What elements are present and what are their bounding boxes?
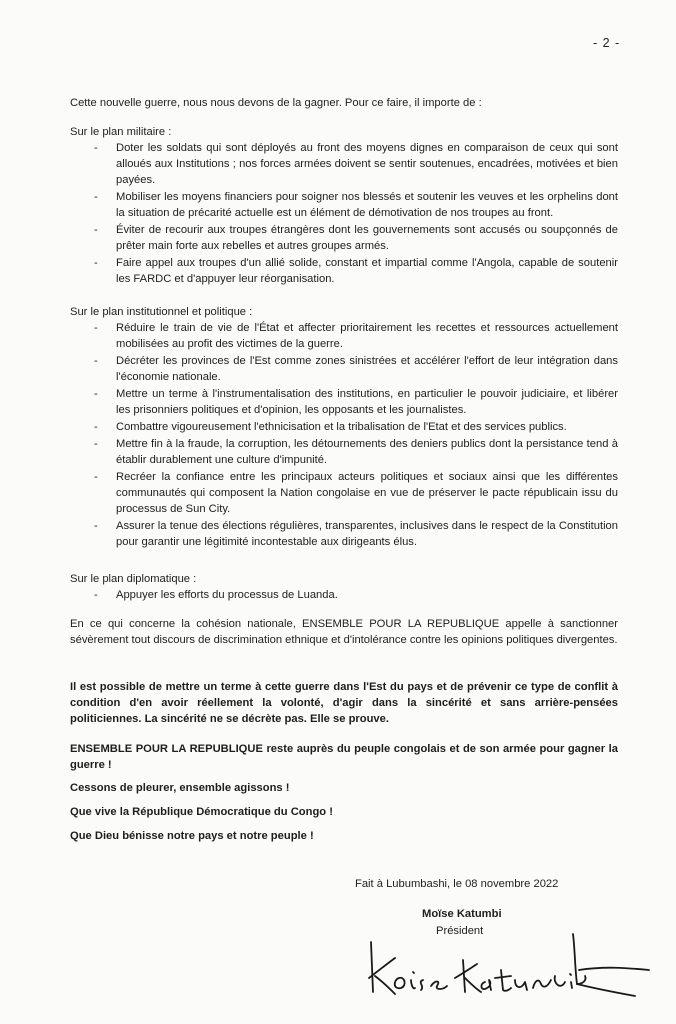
list-item — [94, 222, 618, 254]
list-marker: - — [94, 388, 98, 400]
list-item-text: Éviter de recourir aux troupes étrangères dont les gouvernements sont accusés ou soupçonnés de prêter main forte aux rebelles et autres groupes armés. — [116, 224, 618, 252]
list-item-text: Combattre vigoureusement l'ethnicisation et la tribalisation de l'Etat et des services publics. — [116, 421, 567, 433]
list-item — [94, 140, 618, 188]
page-number: - 2 - — [593, 36, 621, 50]
list-item-text: Mobiliser les moyens financiers pour soigner nos blessés et soutenir les veuves et les orphelins dont la situation de précarité actuelle est un élément de démotivation de nos troupes au front. — [116, 191, 618, 219]
list-item — [94, 419, 618, 435]
possible-paragraph: Il est possible de mettre un terme à cette guerre dans l'Est du pays et de prévenir ce type de conflit à condition d'en avoir réellement la volonté, d'agir dans la sincérité et sans arrière-pensées politiciennes. La sincérité ne se décrète pas. Elle se prouve. — [70, 681, 618, 725]
diplomatic-heading: Sur le plan diplomatique : — [70, 573, 197, 585]
list-marker: - — [94, 142, 98, 154]
list-item-text: Assurer la tenue des élections régulières, transparentes, inclusives dans le respect de la Constitution pour garantir une légitimité incontestable aux dirigeants élus. — [116, 520, 618, 548]
list-marker: - — [94, 520, 98, 532]
list-marker: - — [94, 257, 98, 269]
place-date: Fait à Lubumbashi, le 08 novembre 2022 — [355, 878, 559, 890]
military-heading: Sur le plan militaire : — [70, 126, 172, 138]
ensemble-paragraph: ENSEMBLE POUR LA REPUBLIQUE reste auprès du peuple congolais et de son armée pour gagner la guerre ! — [70, 743, 618, 771]
list-item-text: Recréer la confiance entre les principaux acteurs politiques et sociaux ainsi que les différentes communautés qui composent la Nation congolaise en vue de préserver le pacte républicain issu du processus de Sun City. — [116, 471, 618, 515]
closing-line-cessons: Cessons de pleurer, ensemble agissons ! — [70, 782, 290, 794]
list-item-text: Décréter les provinces de l'Est comme zones sinistrées et accélérer l'effort de leur intégration dans l'économie nationale. — [116, 355, 618, 383]
list-item — [94, 386, 618, 418]
list-item — [94, 353, 618, 385]
list-marker: - — [94, 471, 98, 483]
cohesion-paragraph: En ce qui concerne la cohésion nationale, ENSEMBLE POUR LA REPUBLIQUE appelle à sanctionner sévèrement tout discours de discrimination ethnique et d'intolérance contre les opinions politiques divergentes. — [70, 618, 618, 646]
list-item-text: Réduire le train de vie de l'État et affecter prioritairement les recettes et ressources actuellement mobilisées au profit des victimes de la guerre. — [116, 322, 618, 350]
list-item — [94, 436, 618, 468]
closing-line-vive: Que vive la République Démocratique du Congo ! — [70, 806, 333, 818]
list-item — [94, 587, 618, 603]
signatory-name: Moïse Katumbi — [422, 908, 502, 920]
list-marker: - — [94, 191, 98, 203]
institutional-list — [94, 320, 618, 551]
closing-line-dieu: Que Dieu bénisse notre pays et notre peuple ! — [70, 830, 314, 842]
signatory-title: Président — [436, 925, 484, 937]
list-item-text: Doter les soldats qui sont déployés au front des moyens dignes en comparaison de ceux qui sont alloués aux Institutions ; nos forces armées doivent se sentir soutenues, encadrées, motivées et bien payées. — [116, 142, 618, 186]
institutional-heading: Sur le plan institutionnel et politique : — [70, 306, 253, 318]
list-marker: - — [94, 224, 98, 236]
list-marker: - — [94, 421, 98, 433]
intro-paragraph: Cette nouvelle guerre, nous nous devons de la gagner. Pour ce faire, il importe de : — [70, 97, 482, 109]
list-item — [94, 255, 618, 287]
list-item-text: Faire appel aux troupes d'un allié solide, constant et impartial comme l'Angola, capable de soutenir les FARDC et d'appuyer leur réorganisation. — [116, 257, 618, 285]
list-item — [94, 320, 618, 352]
handwritten-signature — [365, 930, 655, 1010]
list-item — [94, 518, 618, 550]
diplomatic-list — [94, 587, 618, 604]
list-item-text: Mettre un terme à l'instrumentalisation des institutions, en particulier le pouvoir judiciaire, et libérer les prisonniers politiques et d'opinion, les opposants et les journalistes. — [116, 388, 618, 416]
list-item — [94, 469, 618, 517]
list-marker: - — [94, 322, 98, 334]
list-item-text: Appuyer les efforts du processus de Luanda. — [116, 589, 338, 601]
list-marker: - — [94, 589, 98, 601]
list-item — [94, 189, 618, 221]
list-marker: - — [94, 355, 98, 367]
list-marker: - — [94, 438, 98, 450]
list-item-text: Mettre fin à la fraude, la corruption, les détournements des deniers publics dont la persistance tend à établir durablement une culture d'impunité. — [116, 438, 618, 466]
military-list — [94, 140, 618, 288]
